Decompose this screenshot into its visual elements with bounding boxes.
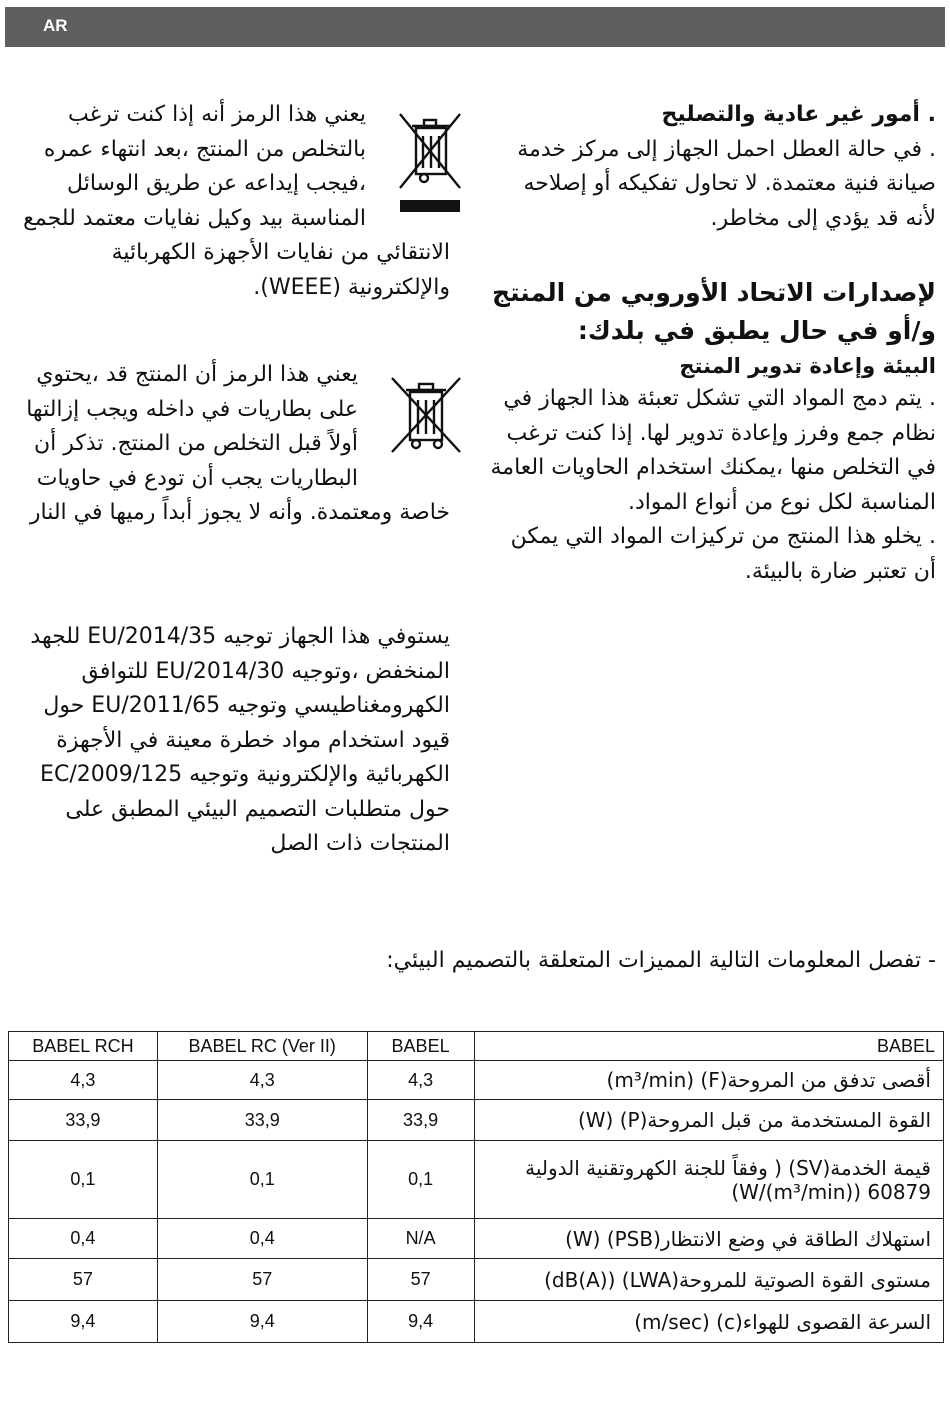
directives-text-block xyxy=(16,620,450,862)
table-cell: 9,4 xyxy=(367,1301,474,1343)
ecodesign-table xyxy=(8,1031,944,1343)
table-row-label: استهلاك الطاقة في وضع الانتظار(PSB) (W) xyxy=(474,1219,943,1259)
table-cell: 4,3 xyxy=(9,1061,158,1100)
table-row xyxy=(9,1219,944,1259)
table-cell: N/A xyxy=(367,1219,474,1259)
weee-text-block xyxy=(16,98,450,305)
table-cell: 4,3 xyxy=(157,1061,367,1100)
table-cell: 9,4 xyxy=(9,1301,158,1343)
table-cell: 0,4 xyxy=(157,1219,367,1259)
table-header-row xyxy=(9,1032,944,1061)
table-header-cell: BABEL RC (Ver II) xyxy=(157,1032,367,1061)
repairs-text: . في حالة العطل احمل الجهاز إلى مركز خدمة صيانة فنية معتمدة. لا تحاول تفكيكه أو إصلاحه لأنه قد يؤدي إلى مخاطر. xyxy=(517,136,936,231)
table-row xyxy=(9,1301,944,1343)
table-row xyxy=(9,1061,944,1100)
table-row-label: القوة المستخدمة من قبل المروحة(P) (W) xyxy=(474,1100,943,1141)
environment-item-1: . يتم دمج المواد التي تشكل تعبئة هذا الجهاز في نظام جمع وفرز وإعادة تدوير لها. إذا كنت ترغب في التخلص منها ،يمكنك استخدام الحاويات العامة المناسبة لكل نوع من أنواع المواد. xyxy=(490,386,936,515)
table-row-label: أقصى تدفق من المروحة(F) (m³/min) xyxy=(474,1061,943,1100)
table-header-cell: BABEL RCH xyxy=(9,1032,158,1061)
environment-title: البيئة وإعادة تدوير المنتج xyxy=(679,354,936,378)
table-header-cell: BABEL xyxy=(367,1032,474,1061)
table-header-cell: BABEL xyxy=(474,1032,943,1061)
weee-text: يعني هذا الرمز أنه إذا كنت ترغب بالتخلص من المنتج ،بعد انتهاء عمره ،فيجب إيداعه عن طريق الوسائل المناسبة بيد وكيل نفايات معتمد للجمع الانتقائي من نفايات الأجهزة الكهربائية والإلكترونية (WEEE). xyxy=(23,102,450,300)
table-cell: 57 xyxy=(9,1259,158,1301)
table-cell: 33,9 xyxy=(9,1100,158,1141)
environment-item-2: . يخلو هذا المنتج من تركيزات المواد التي يمكن أن تعتبر ضارة بالبيئة. xyxy=(510,524,936,584)
right-column xyxy=(488,98,936,589)
table-cell: 0,1 xyxy=(157,1141,367,1219)
battery-text-block xyxy=(16,358,450,531)
table-cell: 57 xyxy=(367,1259,474,1301)
repairs-title: . أمور غير عادية والتصليح xyxy=(661,102,936,127)
table-row xyxy=(9,1259,944,1301)
table-cell: 57 xyxy=(157,1259,367,1301)
top-header-bar xyxy=(5,7,945,47)
table-row-label: السرعة القصوى للهواء(c) (m/sec) xyxy=(474,1301,943,1343)
table-cell: 0,1 xyxy=(9,1141,158,1219)
table-row xyxy=(9,1100,944,1141)
table-cell: 33,9 xyxy=(367,1100,474,1141)
table-row xyxy=(9,1141,944,1219)
battery-text: يعني هذا الرمز أن المنتج قد ،يحتوي على بطاريات في داخله ويجب إزالتها أولاً قبل التخلص من المنتج. تذكر أن البطاريات يجب أن تودع في حاويات خاصة ومعتمدة. وأنه لا يجوز أبداً رميها في النار xyxy=(26,362,450,525)
directives-text: يستوفي هذا الجهاز توجيه 2014/35/EU للجهد المنخفض ،وتوجيه 2014/30/EU للتوافق الكهرومغناطيسي وتوجيه 2011/65/EU حول قيود استخدام مواد خطرة معينة في الأجهزة الكهربائية والإلكترونية وتوجيه 2009/125/EC حول متطلبات التصميم البيئي المطبق على المنتجات ذات الصل xyxy=(30,624,450,856)
table-cell: 33,9 xyxy=(157,1100,367,1141)
language-code: AR xyxy=(43,16,68,35)
table-cell: 0,4 xyxy=(9,1219,158,1259)
ecodesign-intro: - تفصل المعلومات التالية المميزات المتعلقة بالتصميم البيئي: xyxy=(386,948,936,973)
eu-title: لإصدارات الاتحاد الأوروبي من المنتج و/أو في حال يطبق في بلدك: xyxy=(492,278,936,345)
table-row-label: مستوى القوة الصوتية للمروحة(LWA) (dB(A)) xyxy=(474,1259,943,1301)
table-cell: 0,1 xyxy=(367,1141,474,1219)
table-row-label: قيمة الخدمة(SV) ( وفقاً للجنة الكهروتقنية الدولية 60879 ((m³/min)/W) xyxy=(474,1141,943,1219)
table-cell: 4,3 xyxy=(367,1061,474,1100)
table-cell: 9,4 xyxy=(157,1301,367,1343)
